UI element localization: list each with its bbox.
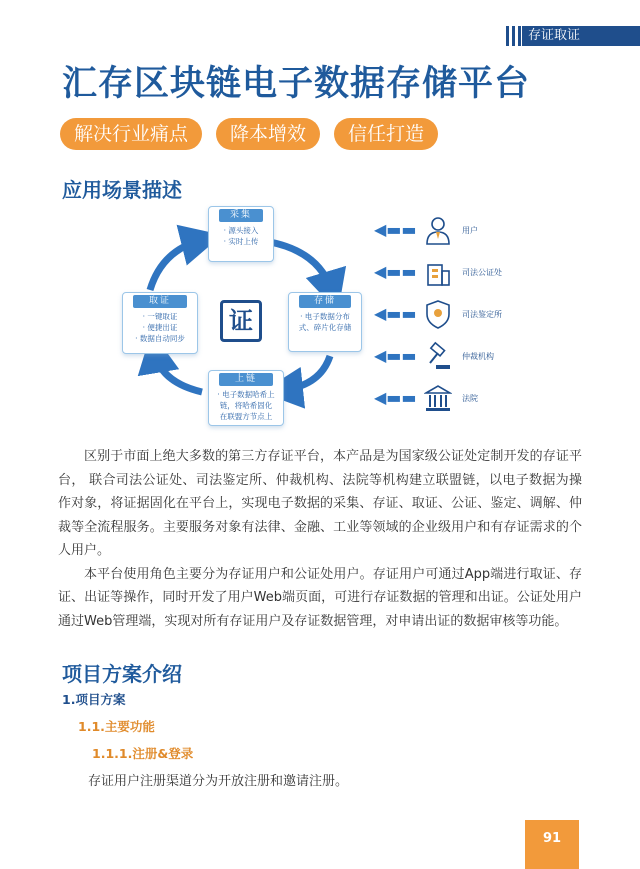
role-forensic: [370, 299, 520, 329]
role-arbitration: [370, 341, 520, 371]
role-label: 司法公证处: [462, 268, 502, 277]
box-chain-line: 在联盟方节点上: [219, 412, 273, 421]
paragraph: 区别于市面上绝大多数的第三方存证平台，本产品是为国家级公证处定制开发的存证平台， 联合司法公证处、司法鉴定所、仲裁机构、法院等机构建立联盟链，以电子数据为操作对象，将证据固化在平台上，实现电子数据的采集、存证、取证、公证、鉴定、调解、仲裁等全流程服务。主要服务对象有法律、金融、工业等领域的企业级用户和有存证需求的个人用户。: [58, 449, 582, 558]
pill-cost-efficiency: 降本增效: [216, 118, 320, 150]
box-chain: [208, 370, 284, 426]
box-collect-line: · 源头接入: [223, 226, 259, 235]
body-text: [58, 445, 582, 633]
pill-pain-points: 解决行业痛点: [60, 118, 202, 150]
role-label: 法院: [462, 394, 478, 403]
roles-list: [370, 205, 520, 420]
box-chain-title: 上链: [219, 373, 273, 386]
box-retrieve-line: · 一键取证: [142, 312, 178, 321]
role-court: [370, 383, 520, 413]
arrow-left-icon: ◀▬▬: [374, 262, 417, 281]
box-store-line: 式、碎片化存储: [298, 323, 352, 332]
arrow-left-icon: ◀▬▬: [374, 388, 417, 407]
box-retrieve-title: 取证: [133, 295, 187, 308]
arrow-left-icon: ◀▬▬: [374, 304, 417, 323]
courthouse-icon: [424, 383, 452, 413]
page-title: 汇存区块链电子数据存储平台: [62, 64, 531, 104]
box-collect: [208, 206, 274, 262]
role-notary: [370, 257, 520, 287]
box-store-title: 存储: [299, 295, 351, 308]
role-label: 司法鉴定所: [462, 310, 502, 319]
arrow-chain-to-retrieve: [155, 352, 202, 392]
arrow-collect-to-store: [270, 242, 332, 292]
page-number: 91: [525, 820, 579, 869]
subheading-level3: 1.1.1.注册&登录: [92, 746, 194, 761]
pill-trust: 信任打造: [334, 118, 438, 150]
building-icon: [424, 257, 452, 287]
section-heading-project: 项目方案介绍: [62, 662, 182, 686]
role-label: 用户: [462, 226, 478, 235]
arrow-retrieve-to-collect: [150, 240, 202, 290]
role-user: [370, 215, 520, 245]
header-tag: 存证取证: [522, 26, 640, 46]
shield-icon: [424, 299, 452, 329]
subheading-level1: 1.项目方案: [62, 692, 126, 707]
user-icon: [424, 215, 452, 245]
box-chain-line: · 电子数据哈希上: [217, 390, 275, 399]
paragraph: 本平台使用角色主要分为存证用户和公证处用户。存证用户可通过App端进行取证、存证、出证等操作，同时开发了用户Web端页面，可进行存证数据的管理和出证。公证处用户通过Web管理端，实现对所有存证用户及存证数据管理，对申请出证的数据审核等功能。: [58, 566, 582, 629]
box-collect-title: 采集: [219, 209, 263, 222]
box-store-line: · 电子数据分布: [300, 312, 350, 321]
role-label: 仲裁机构: [462, 352, 494, 361]
box-retrieve-line: · 便捷出证: [142, 323, 178, 332]
box-store: [288, 292, 362, 352]
box-chain-line: 链，将哈希固化: [219, 401, 273, 410]
arrow-left-icon: ◀▬▬: [374, 220, 417, 239]
box-retrieve-line: · 数据自动同步: [135, 334, 185, 343]
gavel-icon: [424, 341, 452, 371]
box-retrieve: [122, 292, 198, 354]
center-logo: 证: [220, 300, 262, 342]
flow-diagram: [120, 200, 360, 425]
section-body: 存证用户注册渠道分为开放注册和邀请注册。: [88, 774, 349, 789]
section-heading-scenarios: 应用场景描述: [62, 178, 182, 202]
box-collect-line: · 实时上传: [223, 237, 259, 246]
arrow-store-to-chain: [282, 356, 330, 390]
arrow-left-icon: ◀▬▬: [374, 346, 417, 365]
subheading-level2: 1.1.主要功能: [78, 719, 155, 734]
